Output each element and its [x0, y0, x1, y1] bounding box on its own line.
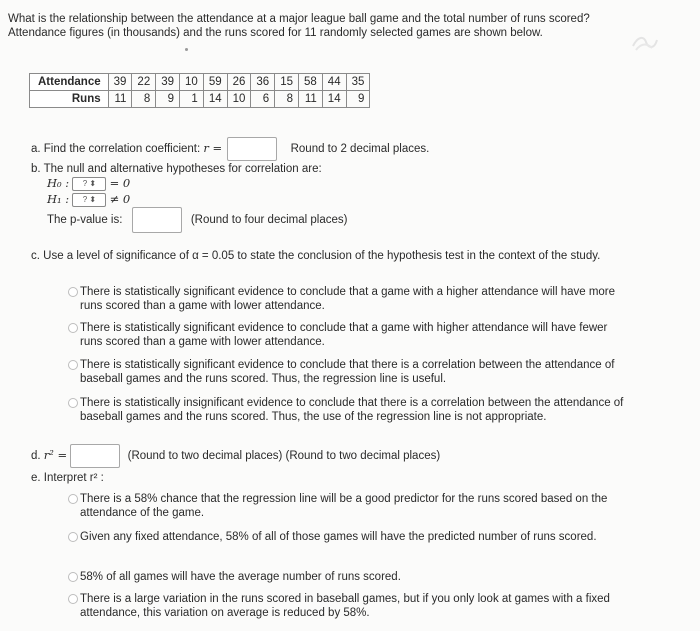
attendance-cell: 36: [251, 74, 275, 91]
h0-relation: = 0: [109, 176, 131, 190]
pvalue-note: (Round to four decimal places): [190, 214, 348, 227]
attendance-cell: 15: [275, 74, 299, 91]
conclusion-option[interactable]: There is statistically significant evidence to conclude that a game with higher attendance will have fewer runs scored than a game with lower attendance.: [68, 321, 628, 349]
h0-row: [47, 176, 130, 191]
radio-button[interactable]: [68, 594, 78, 604]
radio-button[interactable]: [68, 360, 78, 370]
interpretation-option[interactable]: There is a large variation in the runs scored in baseball games, but if you only look at games with a fixed attendance, this variation on average is reduced by 58%.: [68, 592, 628, 620]
radio-button[interactable]: [68, 572, 78, 582]
interpretation-option[interactable]: 58% of all games will have the average number of runs scored.: [68, 570, 628, 584]
part-d-label: d.: [31, 450, 41, 463]
attendance-cell: 26: [227, 74, 251, 91]
attendance-header: Attendance: [30, 74, 109, 91]
attendance-cell: 22: [132, 74, 156, 91]
radio-button[interactable]: [68, 532, 78, 542]
runs-row: [30, 91, 370, 108]
h1-label: H₁ :: [47, 192, 70, 206]
part-d: [31, 444, 631, 468]
runs-cell: 6: [251, 91, 275, 108]
watermark-icon: [630, 32, 660, 54]
attendance-cell: 39: [108, 74, 132, 91]
radio-button[interactable]: [68, 287, 78, 297]
pvalue-label: The p-value is:: [47, 214, 123, 227]
h0-label: H₀ :: [47, 176, 70, 190]
conclusion-option[interactable]: There is statistically significant evidence to conclude that there is a correlation between the attendance of baseball games and the runs scored. Thus, the regression line is useful.: [68, 358, 628, 386]
attendance-cell: 10: [180, 74, 204, 91]
h0-select[interactable]: ? ⬍: [72, 177, 106, 191]
radio-button[interactable]: [68, 323, 78, 333]
r-symbol: r =: [203, 141, 223, 156]
part-e-label: e. Interpret r² :: [31, 472, 104, 484]
runs-cell: 9: [346, 91, 370, 108]
part-a: [31, 137, 491, 161]
part-c-label: c. Use a level of significance of α = 0.05 to state the conclusion of the hypothesis test in the context of the study.: [31, 250, 601, 262]
correlation-input[interactable]: [227, 137, 277, 161]
decorative-dot: [185, 48, 188, 51]
conclusion-option[interactable]: There is statistically significant evidence to conclude that a game with a higher attendance will have more runs scored than a game with lower attendance.: [68, 285, 628, 313]
interpretation-option[interactable]: There is a 58% chance that the regression line will be a good predictor for the runs scored based on the attendance of the game.: [68, 492, 628, 520]
runs-cell: 8: [275, 91, 299, 108]
runs-cell: 10: [227, 91, 251, 108]
radio-button[interactable]: [68, 398, 78, 408]
attendance-cell: 35: [346, 74, 370, 91]
runs-cell: 9: [156, 91, 180, 108]
runs-cell: 11: [299, 91, 323, 108]
h1-select[interactable]: ? ⬍: [72, 193, 106, 207]
h1-row: [47, 192, 130, 207]
r-squared-input[interactable]: [70, 444, 120, 468]
pvalue-input[interactable]: [132, 207, 182, 233]
attendance-cell: 44: [322, 74, 346, 91]
interpretation-option[interactable]: Given any fixed attendance, 58% of all of those games will have the predicted number of runs scored.: [68, 530, 628, 544]
h1-relation: ≠ 0: [109, 192, 131, 206]
data-table: [29, 73, 370, 108]
attendance-cell: 59: [203, 74, 227, 91]
part-d-note: (Round to two decimal places) (Round to two decimal places): [127, 450, 441, 463]
conclusion-option[interactable]: There is statistically insignificant evidence to conclude that there is a correlation between the attendance of baseball games and the runs scored. Thus, the use of the regression line is not appropriate.: [68, 396, 628, 424]
runs-cell: 11: [108, 91, 132, 108]
r-squared-symbol: r² =: [43, 448, 68, 463]
part-a-note: Round to 2 decimal places.: [290, 143, 430, 156]
part-a-label: a. Find the correlation coefficient:: [31, 143, 201, 156]
radio-button[interactable]: [68, 494, 78, 504]
question-intro: What is the relationship between the attendance at a major league ball game and the total number of runs scored? Attendance figures (in thousands) and the runs scored for 11 randomly selected games are shown below.: [8, 13, 590, 39]
attendance-cell: 58: [299, 74, 323, 91]
pvalue-row: [47, 207, 347, 233]
attendance-cell: 39: [156, 74, 180, 91]
runs-cell: 14: [322, 91, 346, 108]
runs-cell: 14: [203, 91, 227, 108]
attendance-row: [30, 74, 370, 91]
part-b-label: b. The null and alternative hypotheses for correlation are:: [31, 163, 322, 175]
runs-cell: 1: [180, 91, 204, 108]
runs-cell: 8: [132, 91, 156, 108]
runs-header: Runs: [30, 91, 109, 108]
